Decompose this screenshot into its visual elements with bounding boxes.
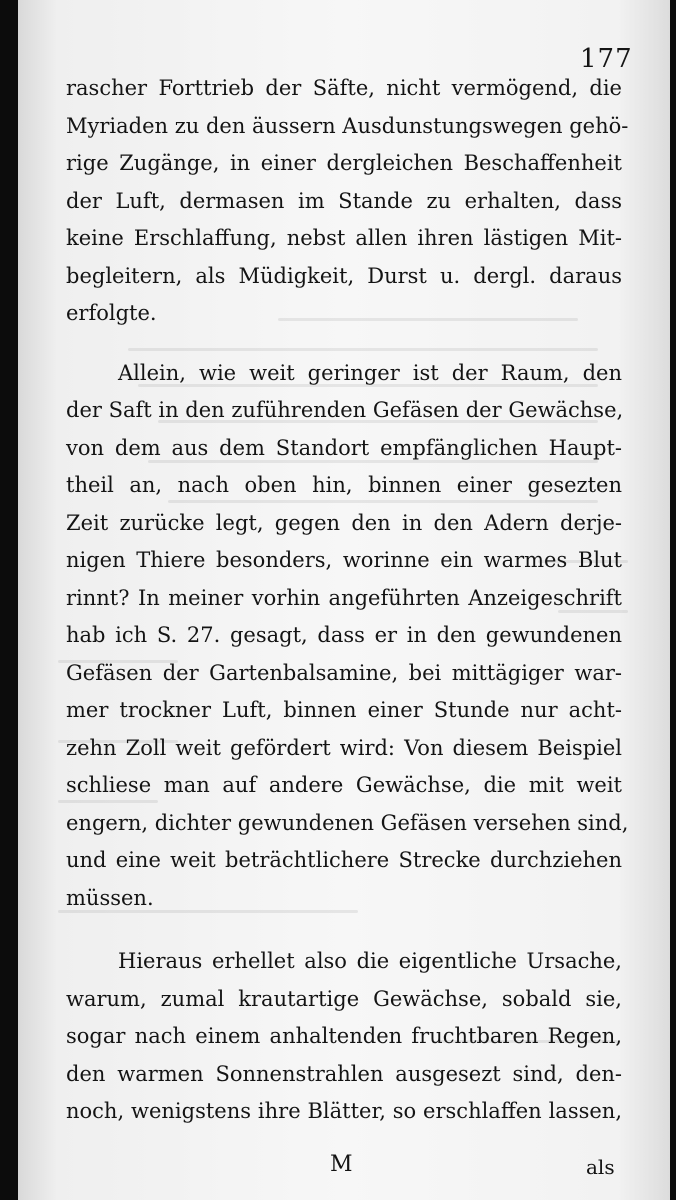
text-line: hab ich S. 27. gesagt, dass er in den gewundenen	[66, 623, 622, 647]
signature-mark: M	[330, 1152, 353, 1177]
text-line: theil an, nach oben hin, binnen einer gesezten	[66, 473, 622, 497]
text-line: rascher Forttrieb der Säfte, nicht vermögend, die	[66, 76, 622, 100]
text-line: engern, dichter gewundenen Gefäsen versehen sind,	[66, 810, 629, 835]
text-line: Gefäsen der Gartenbalsamine, bei mittägiger war-	[66, 660, 622, 685]
book-page	[18, 0, 670, 1200]
text-line: den warmen Sonnenstrahlen ausgesezt sind, den-	[66, 1061, 622, 1086]
text-line: der Saft in den zuführenden Gefäsen der Gewächse,	[66, 398, 624, 422]
page-number: 177	[580, 44, 633, 74]
text-line: Zeit zurücke legt, gegen den in den Adern derje-	[66, 510, 622, 535]
text-line: Allein, wie weit geringer ist der Raum, den	[118, 360, 622, 385]
text-line: erfolgte.	[66, 301, 157, 325]
text-line: warum, zumal krautartige Gewächse, sobald sie,	[66, 986, 622, 1011]
page-body	[66, 70, 629, 1131]
text-line: sogar nach einem anhaltenden fruchtbaren Regen,	[66, 1024, 622, 1048]
paragraph-2	[66, 355, 629, 918]
catchword: als	[586, 1155, 615, 1179]
text-line: begleitern, als Müdigkeit, Durst u. dergl. daraus	[66, 263, 622, 288]
paragraph-1	[66, 70, 629, 333]
text-line: zehn Zoll weit gefördert wird: Von diesem Beispiel	[66, 735, 622, 760]
text-line: Myriaden zu den äussern Ausdunstungswegen gehö-	[66, 113, 629, 138]
text-line: rinnt? In meiner vorhin angeführten Anzeigeschrift	[66, 585, 622, 610]
text-line: mer trockner Luft, binnen einer Stunde nur acht-	[66, 698, 622, 722]
text-line: keine Erschlaffung, nebst allen ihren lästigen Mit-	[66, 226, 622, 250]
text-line: nigen Thiere besonders, worinne ein warmes Blut	[66, 548, 622, 572]
text-line: schliese man auf andere Gewächse, die mit weit	[66, 773, 622, 797]
text-line: der Luft, dermasen im Stande zu erhalten, dass	[66, 188, 622, 213]
text-line: Hieraus erhellet also die eigentliche Ursache,	[118, 949, 622, 973]
text-line: noch, wenigstens ihre Blätter, so erschlaffen lassen,	[66, 1099, 622, 1123]
text-line: müssen.	[66, 885, 154, 910]
text-line: rige Zugänge, in einer dergleichen Beschaffenheit	[66, 151, 622, 175]
text-line: von dem aus dem Standort empfänglichen Haupt-	[66, 435, 622, 460]
text-line: und eine weit beträchtlichere Strecke durchziehen	[66, 848, 622, 872]
paragraph-3	[66, 943, 622, 1131]
